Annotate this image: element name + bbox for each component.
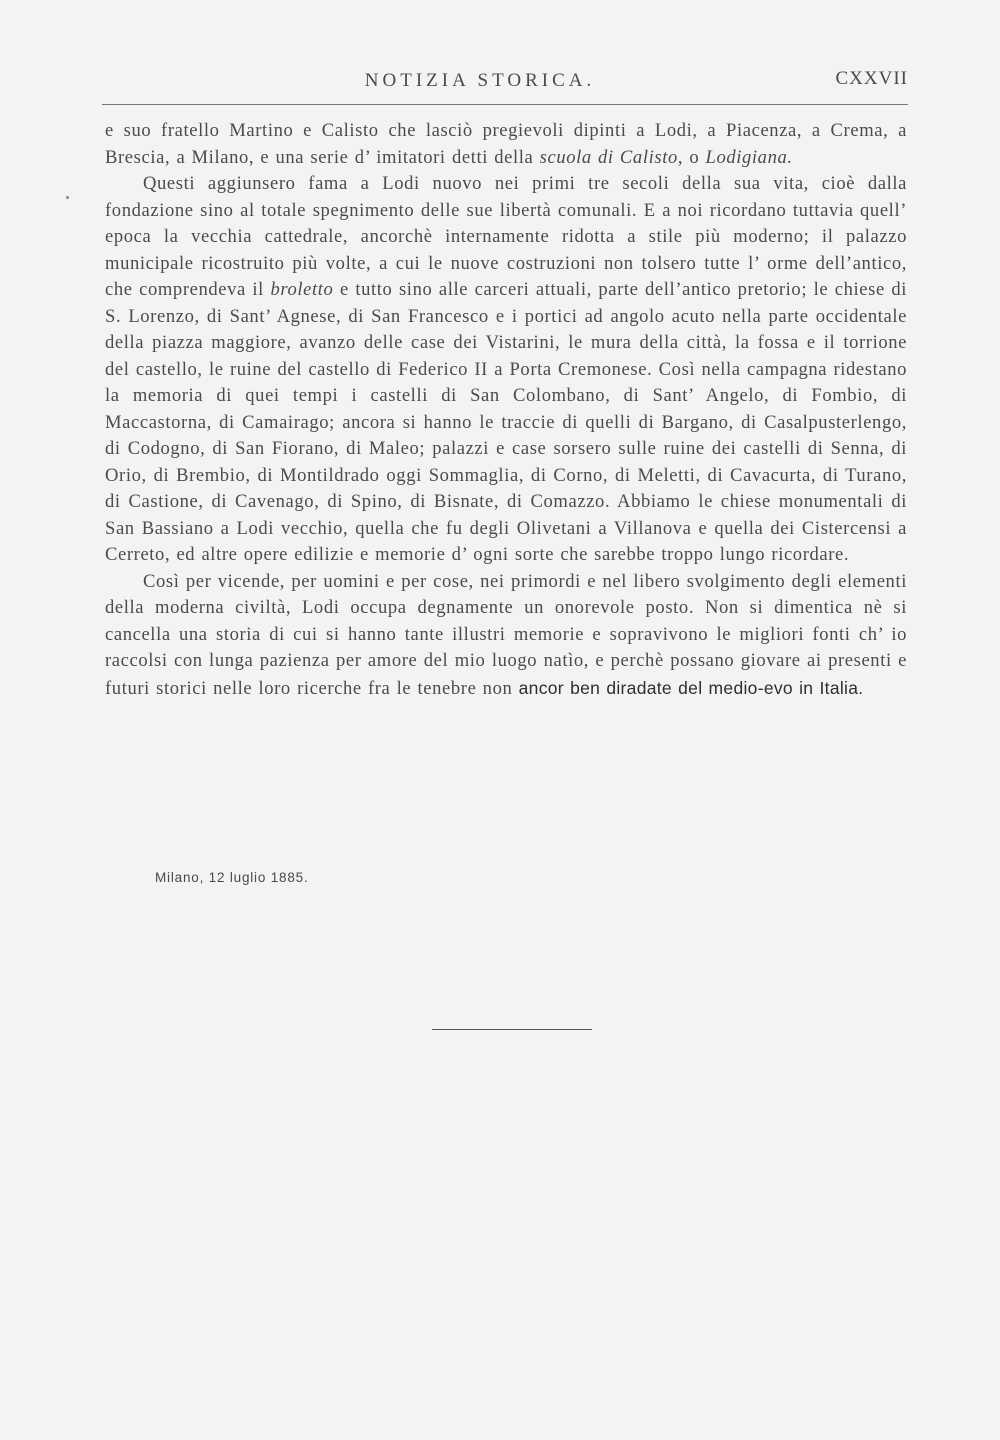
paragraph-3 [105,569,907,703]
paragraph-2 [105,171,907,569]
page-number: CXXVII [835,68,908,89]
paragraph-2-italic-a: broletto [270,279,334,300]
closing-rule [432,1029,592,1030]
running-head-title: NOTIZIA STORICA. [364,70,596,91]
dateline: Milano, 12 luglio 1885. [155,870,309,885]
stray-mark [66,196,69,199]
header-rule [102,104,908,105]
body-text [105,118,907,702]
paragraph-1 [105,118,907,171]
paragraph-1-text-b: , o [677,146,706,168]
paragraph-2-text-b: e tutto sino alle carceri attuali, parte dell’antico pretorio; le chiese di S. Lorenzo, di Sant’ Agnese, di San Francesco e i portici ad angolo acuto nella parte occidentale della piazza maggiore, avanzo delle case dei Vistarini, le mura della città, la fossa e il torrione del castello, le ruine del castello di Federico II a Porta Cremonese. Così nella campagna ridestano la memoria di quei tempi i castelli di San Colombano, di Sant’ Angelo, di Fombio, di Maccastorna, di Camairago; ancora si hanno le traccie di quelli di Bargano, di Casalpusterlengo, di Codogno, di San Fiorano, di Maleo; palazzi e case sorsero sulle ruine dei castelli di Senna, di Orio, di Brembio, di Montildrado oggi Sommaglia, di Corno, di Meletti, di Cavacurta, di Turano, di Castione, di Cavenago, di Spino, di Bisnate, di Comazzo. Abbiamo le chiese monumentali di San Bassiano a Lodi vecchio, quella che fu degli Olivetani a Villanova e quella dei Cistercensi a Cerreto, ed altre opere edilizie e memorie d’ ogni sorte che sarebbe troppo lungo ricordare. [105,279,907,565]
paragraph-2-text-a: Questi aggiunsero fama a Lodi nuovo nei primi tre secoli della sua vita, cioè dalla fondazione sino al totale spegnimento delle sue libertà comunali. E a noi ricordano tuttavia quell’ epoca la vecchia cattedrale, ancorchè internamente ridotta a stile più moderno; il palazzo municipale ricostruito più volte, a cui le nuove costruzioni non tolsero tutte l’ orme dell’antico, che comprendeva il [105,173,907,300]
paragraph-1-text-a: e suo fratello Martino e Calisto che lasciò pregievoli dipinti a Lodi, a Piacenza, a Crema, a Brescia, a Milano, e una serie d’ imitatori detti della [105,120,907,168]
paragraph-1-italic-a: scuola di Calisto [539,146,678,168]
paragraph-3-text-a: Così per vicende, per uomini e per cose, nei primordi e nel libero svolgimento degli elementi della moderna civiltà, Lodi occupa degnamente un onorevole posto. Non si dimentica nè si cancella una storia di cui si hanno tante illustri memorie e sopravivono le migliori fonti ch’ io raccolsi con lunga pazienza per amore del mio luogo natìo, e perchè possano giovare ai presenti e futuri storici nelle loro ricerche fra le tenebre non [105,570,907,699]
paragraph-1-italic-b: Lodigiana. [705,146,793,168]
paragraph-3-text-b: ancor ben diradate del medio-evo in Italia. [518,677,864,698]
